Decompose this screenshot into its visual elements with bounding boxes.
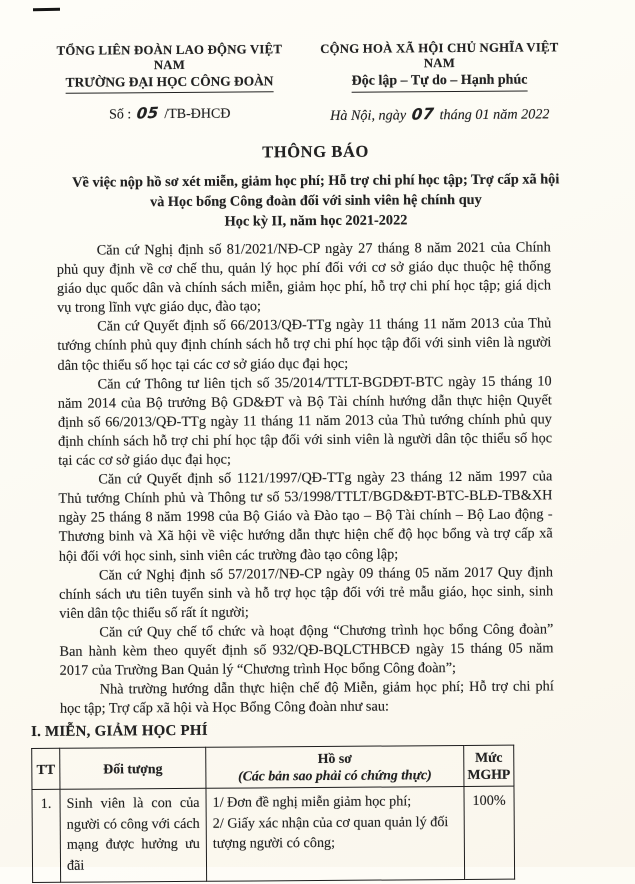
col-header-tt: TT — [32, 749, 60, 790]
date-day-handwritten: 07 — [410, 104, 435, 124]
col-header-doi-tuong: Đối tượng — [60, 748, 206, 790]
national-header-block — [303, 40, 576, 125]
legal-basis-section — [57, 238, 554, 719]
table-row — [32, 786, 515, 882]
date-place-prefix: Hà Nội, ngày — [329, 107, 407, 124]
muc-cell: 100% — [464, 786, 515, 879]
paragraph-intro: Nhà trường hướng dẫn thực hiện chế độ Miễn, giảm học phí; Hỗ trợ chi phí học tập; Trợ cấp xã hội và Học Bổng Công đoàn như sau: — [59, 678, 554, 718]
document-subject: Về việc nộp hồ sơ xét miễn, giảm học phí; Hỗ trợ chi phí học tập; Trợ cấp xã hội và Học bổng Công đoàn đối với sinh viên hệ chính quy — [72, 171, 560, 211]
ho-so-header-title: Hồ sơ — [317, 751, 352, 767]
university-name: TRƯỜNG ĐẠI HỌC CÔNG ĐOÀN — [66, 73, 274, 93]
date-suffix: tháng 01 năm 2022 — [439, 106, 550, 124]
row-number-cell: 1. — [32, 790, 61, 883]
issuing-org-block — [43, 42, 296, 127]
place-date-line — [304, 104, 576, 125]
muc-header-line1: Mức — [474, 750, 503, 766]
national-motto: Độc lập – Tự do – Hạnh phúc — [352, 73, 528, 93]
document-term: Học kỳ II, năm học 2021-2022 — [224, 212, 408, 230]
paragraph-can-cu-5: Căn cứ Nghị định số 57/2017/NĐ-CP ngày 09 tháng 05 năm 2017 Quy định chính sách ưu tiên tuyển sinh và hỗ trợ học tập đối với trẻ mẫu giáo, học sinh, sinh viên dân tộc thiểu số rất ít người; — [59, 563, 554, 622]
paragraph-can-cu-6: Căn cứ Quy chế tổ chức và hoạt động “Chương trình học bổng Công đoàn” Ban hành kèm theo quyết định số 932/QĐ-BQLCTHBCĐ ngày 15 tháng 05 năm 2017 của Trường Ban Quản lý “Chương trình Học bổng Công đoàn”; — [59, 621, 554, 679]
ho-so-cell — [206, 787, 465, 882]
document-title: THÔNG BÁO — [262, 141, 369, 162]
doc-number-suffix: /TB-ĐHCĐ — [164, 106, 231, 123]
mien-giam-hoc-phi-table — [31, 745, 515, 883]
paragraph-can-cu-1: Căn cứ Nghị định số 81/2021/NĐ-CP ngày 27 tháng 8 năm 2021 của Chính phủ quy định về cơ chế thu, quản lý học phí đối với cơ sở giáo dục thuộc hệ thống giáo dục quốc dân và chính sách miễn, giảm học phí, hỗ trợ chi phí học tập; giá dịch vụ trong lĩnh vực giáo dục, đào tạo; — [56, 239, 552, 317]
doc-number-line — [44, 103, 296, 124]
doi-tuong-cell: Sinh viên là con của người có công với cách mạng được hưởng ưu đãi — [60, 789, 207, 883]
national-motto-line — [303, 72, 575, 93]
ho-so-item-1: 1/ Đơn đề nghị miễn giảm học phí; — [212, 793, 412, 812]
col-header-ho-so — [206, 746, 464, 789]
document-header — [0, 40, 633, 127]
ho-so-header-note: (Các bản sao phải có chứng thực) — [238, 767, 432, 784]
national-title: CỘNG HOÀ XÃ HỘI CHỦ NGHĨA VIỆT NAM — [320, 40, 559, 71]
doc-number-label: Số : — [109, 107, 132, 123]
table-header-row — [32, 745, 514, 789]
paragraph-can-cu-3: Căn cứ Thông tư liên tịch số 35/2014/TTLT-BGDĐT-BTC ngày 15 tháng 10 năm 2014 của Bộ trưởng Bộ GD&ĐT và Bộ Tài chính hướng dẫn thực hiện Quyết định số 66/2013/QĐ-TTg ngày 11 tháng 11 năm 2013 của Thủ tướng chính phủ quy định chính sách hỗ trợ chi phí học tập đối với sinh viên là người dân tộc thiểu số học tại các cơ sở giáo dục đại học; — [57, 373, 553, 469]
col-header-muc — [464, 745, 514, 786]
section-1-heading: I. MIỄN, GIẢM HỌC PHÍ — [31, 723, 208, 741]
muc-header-line2: MGHP — [467, 767, 511, 783]
org-name: TỔNG LIÊN ĐOÀN LAO ĐỘNG VIỆT NAM — [56, 42, 283, 73]
ho-so-item-2: 2/ Giấy xác nhận của cơ quan quản lý đối tượng người có công; — [212, 813, 449, 853]
paragraph-can-cu-2: Căn cứ Quyết định số 66/2013/QĐ-TTg ngày 11 tháng 11 năm 2013 của Thủ tướng chính phủ quy định chính sách hỗ trợ chi phí học tập đối với sinh viên là người dân tộc thiểu số học tại các cơ sở giáo dục đại học; — [57, 315, 552, 374]
university-name-line — [43, 73, 295, 94]
paragraph-can-cu-4: Căn cứ Quyết định số 1121/1997/QĐ-TTg ngày 23 tháng 12 năm 1997 của Thủ tướng Chính phủ và Thông tư số 53/1998/TTLT/BGD&ĐT-BTC-BLĐ-TB&XH ngày 25 tháng 8 năm 1998 của Bộ Giáo và Đào tạo – Bộ Tài chính – Bộ Lao động - Thương binh và Xã hội về việc hướng dẫn thực hiện chế độ học bổng và trợ cấp xã hội đối với học sinh, sinh viên các trường đào tạo công lập; — [58, 468, 553, 565]
doc-number-handwritten: 05 — [135, 103, 160, 123]
